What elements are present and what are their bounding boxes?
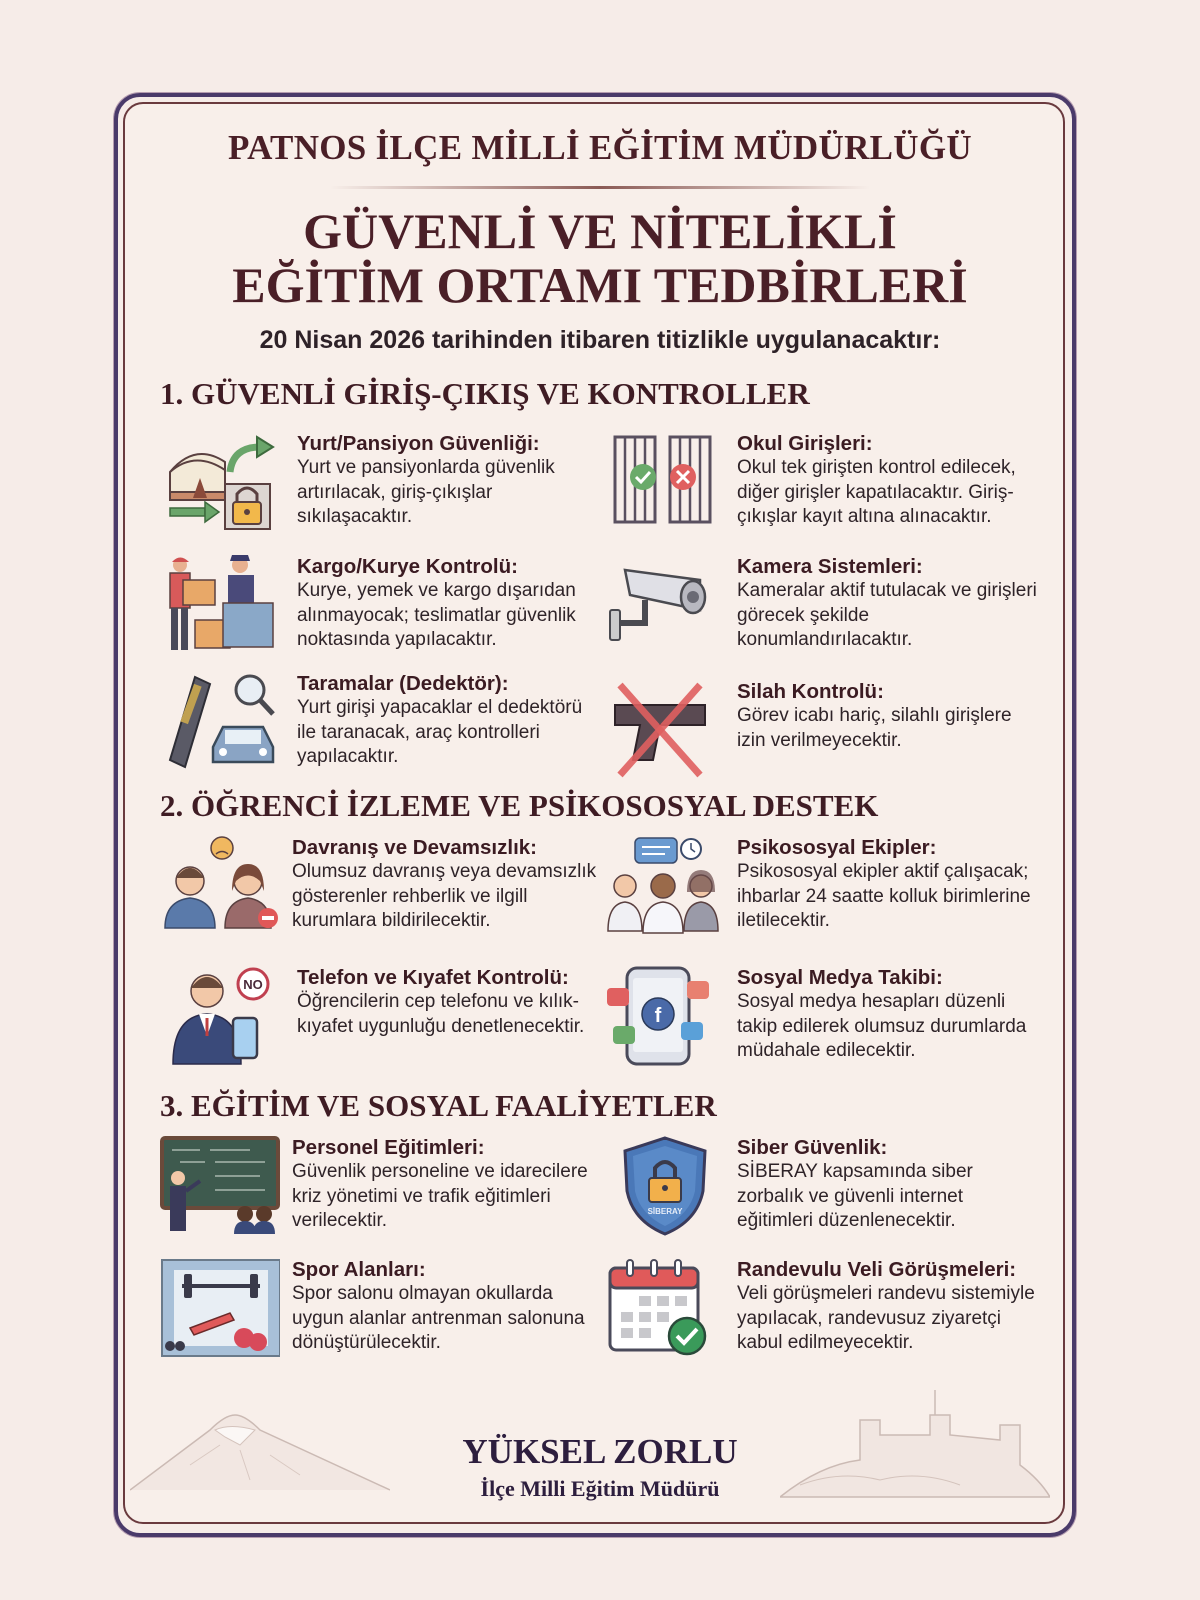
item-label: Davranış ve Devamsızlık: [292, 836, 537, 859]
item-staff-training [160, 1136, 597, 1236]
item-description: Yurt ve pansiyonlarda güvenlik artırılacak, giriş-çıkışlar sıkılaşacaktır. [297, 457, 555, 527]
item-courier-control [165, 555, 602, 655]
item-description: Sosyal medya hesapları düzenli takip edilerek olumsuz durumlarda müdahale edilecektir. [737, 991, 1027, 1061]
item-psychosocial-teams [605, 836, 1042, 936]
item-label: Okul Girişleri: [737, 432, 873, 455]
item-description: Veli görüşmeleri randevu sistemiyle yapılacak, randevusuz ziyaretçi kabul edilmeyecektir. [737, 1283, 1035, 1353]
item-description: Olumsuz davranış veya devamsızlık gösterenler rehberlik ve ilgill kurumlara bildirilecektir. [292, 861, 597, 931]
gym-icon [160, 1258, 280, 1358]
effective-date-subtitle: 20 Nisan 2026 tarihinden itibaren titizlikle uygulanacaktır: [259, 326, 941, 354]
students-behavior-icon [160, 836, 280, 936]
item-behavior-absenteeism [160, 836, 597, 936]
item-label: Psikososyal Ekipler: [737, 836, 937, 859]
siberay-badge-text: SİBERAY [647, 1207, 683, 1216]
support-team-icon [605, 836, 725, 936]
item-parent-appointments [605, 1258, 1042, 1358]
school-gate-icon [605, 432, 725, 532]
item-label: Kamera Sistemleri: [737, 555, 923, 578]
item-description: Yurt girişi yapacaklar el dedektörü ile taranacak, araç kontrolleri yapılacaktır. [297, 697, 583, 767]
signatory-name: YÜKSEL ZORLU [462, 1432, 738, 1471]
item-description: Öğrencilerin cep telefonu ve kılık-kıyafet uygunluğu denetlenecektir. [297, 991, 585, 1037]
item-description: SİBERAY kapsamında siber zorbalık ve güvenli internet eğitimleri düzenlenecektir. [737, 1161, 973, 1231]
item-description: Kurye, yemek ve kargo dışarıdan alınmayocak; teslimatlar güvenlik noktasında yapılacaktır. [297, 580, 576, 650]
item-label: Silah Kontrolü: [737, 680, 884, 703]
item-sports-areas [160, 1258, 597, 1358]
student-phone-no-icon [165, 966, 285, 1066]
item-detector-scans [165, 672, 602, 772]
calendar-check-icon [605, 1258, 725, 1358]
no-badge-text: NO [243, 977, 263, 992]
page-title [0, 204, 1200, 312]
item-label: Spor Alanları: [292, 1258, 426, 1281]
item-label: Sosyal Medya Takibi: [737, 966, 943, 989]
item-label: Personel Eğitimleri: [292, 1136, 485, 1159]
signature-block [0, 1432, 1200, 1502]
item-social-media-monitoring [605, 966, 1042, 1066]
social-media-phone-icon [605, 966, 725, 1066]
item-description: Güvenlik personeline ve idarecilere kriz yönetimi ve trafik eğitimleri verilecektir. [292, 1161, 588, 1231]
item-description: Görev icabı hariç, silahlı girişlere izin verilmeyecektir. [737, 705, 1012, 751]
dormitory-lock-icon [165, 432, 285, 532]
svg-text:f: f [654, 1005, 662, 1027]
no-weapon-icon [605, 680, 725, 780]
item-phone-clothing-control [165, 966, 602, 1066]
title-line-1: GÜVENLİ VE NİTELİKLİ [303, 203, 897, 259]
item-label: Kargo/Kurye Kontrolü: [297, 555, 518, 578]
title-line-2: EĞİTİM ORTAMI TEDBİRLERİ [232, 257, 968, 313]
header-divider [330, 186, 870, 189]
item-cyber-security [605, 1136, 1042, 1236]
siberay-shield-icon [605, 1136, 725, 1236]
item-label: Randevulu Veli Görüşmeleri: [737, 1258, 1017, 1281]
item-description: Psikososyal ekipler aktif çalışacak; ihbarlar 24 saatte kolluk birimlerine iletilecektir. [737, 861, 1031, 931]
item-description: Kameralar aktif tutulacak ve girişleri görecek şekilde konumlandırılacaktır. [737, 580, 1037, 650]
item-label: Yurt/Pansiyon Güvenliği: [297, 432, 540, 455]
organization-name: PATNOS İLÇE MİLLİ EĞİTİM MÜDÜRLÜĞÜ [228, 128, 972, 167]
item-label: Telefon ve Kıyafet Kontrolü: [297, 966, 569, 989]
section-2-heading: 2. ÖĞRENCİ İZLEME VE PSİKOSOSYAL DESTEK [160, 788, 879, 823]
security-camera-icon [605, 555, 725, 655]
item-label: Siber Güvenlik: [737, 1136, 888, 1159]
chalkboard-training-icon [160, 1136, 280, 1236]
item-school-entrances [605, 432, 1042, 532]
item-description: Spor salonu olmayan okullarda uygun alanlar antrenman salonuna dönüştürülecektir. [292, 1283, 585, 1353]
item-dormitory-security [165, 432, 602, 532]
item-label: Taramalar (Dedektör): [297, 672, 509, 695]
item-weapon-control [605, 680, 1042, 780]
item-description: Okul tek girişten kontrol edilecek, diğer girişler kapatılacaktır. Giriş-çıkışlar kayıt altına alınacaktır. [737, 457, 1016, 527]
signatory-title: İlçe Milli Eğitim Müdürü [480, 1476, 720, 1501]
metal-detector-icon [165, 672, 285, 772]
section-3-heading: 3. EĞİTİM VE SOSYAL FAALİYETLER [160, 1088, 717, 1123]
item-camera-systems [605, 555, 1042, 655]
courier-security-icon [165, 555, 285, 655]
section-1-heading: 1. GÜVENLİ GİRİŞ-ÇIKIŞ VE KONTROLLER [160, 376, 810, 411]
